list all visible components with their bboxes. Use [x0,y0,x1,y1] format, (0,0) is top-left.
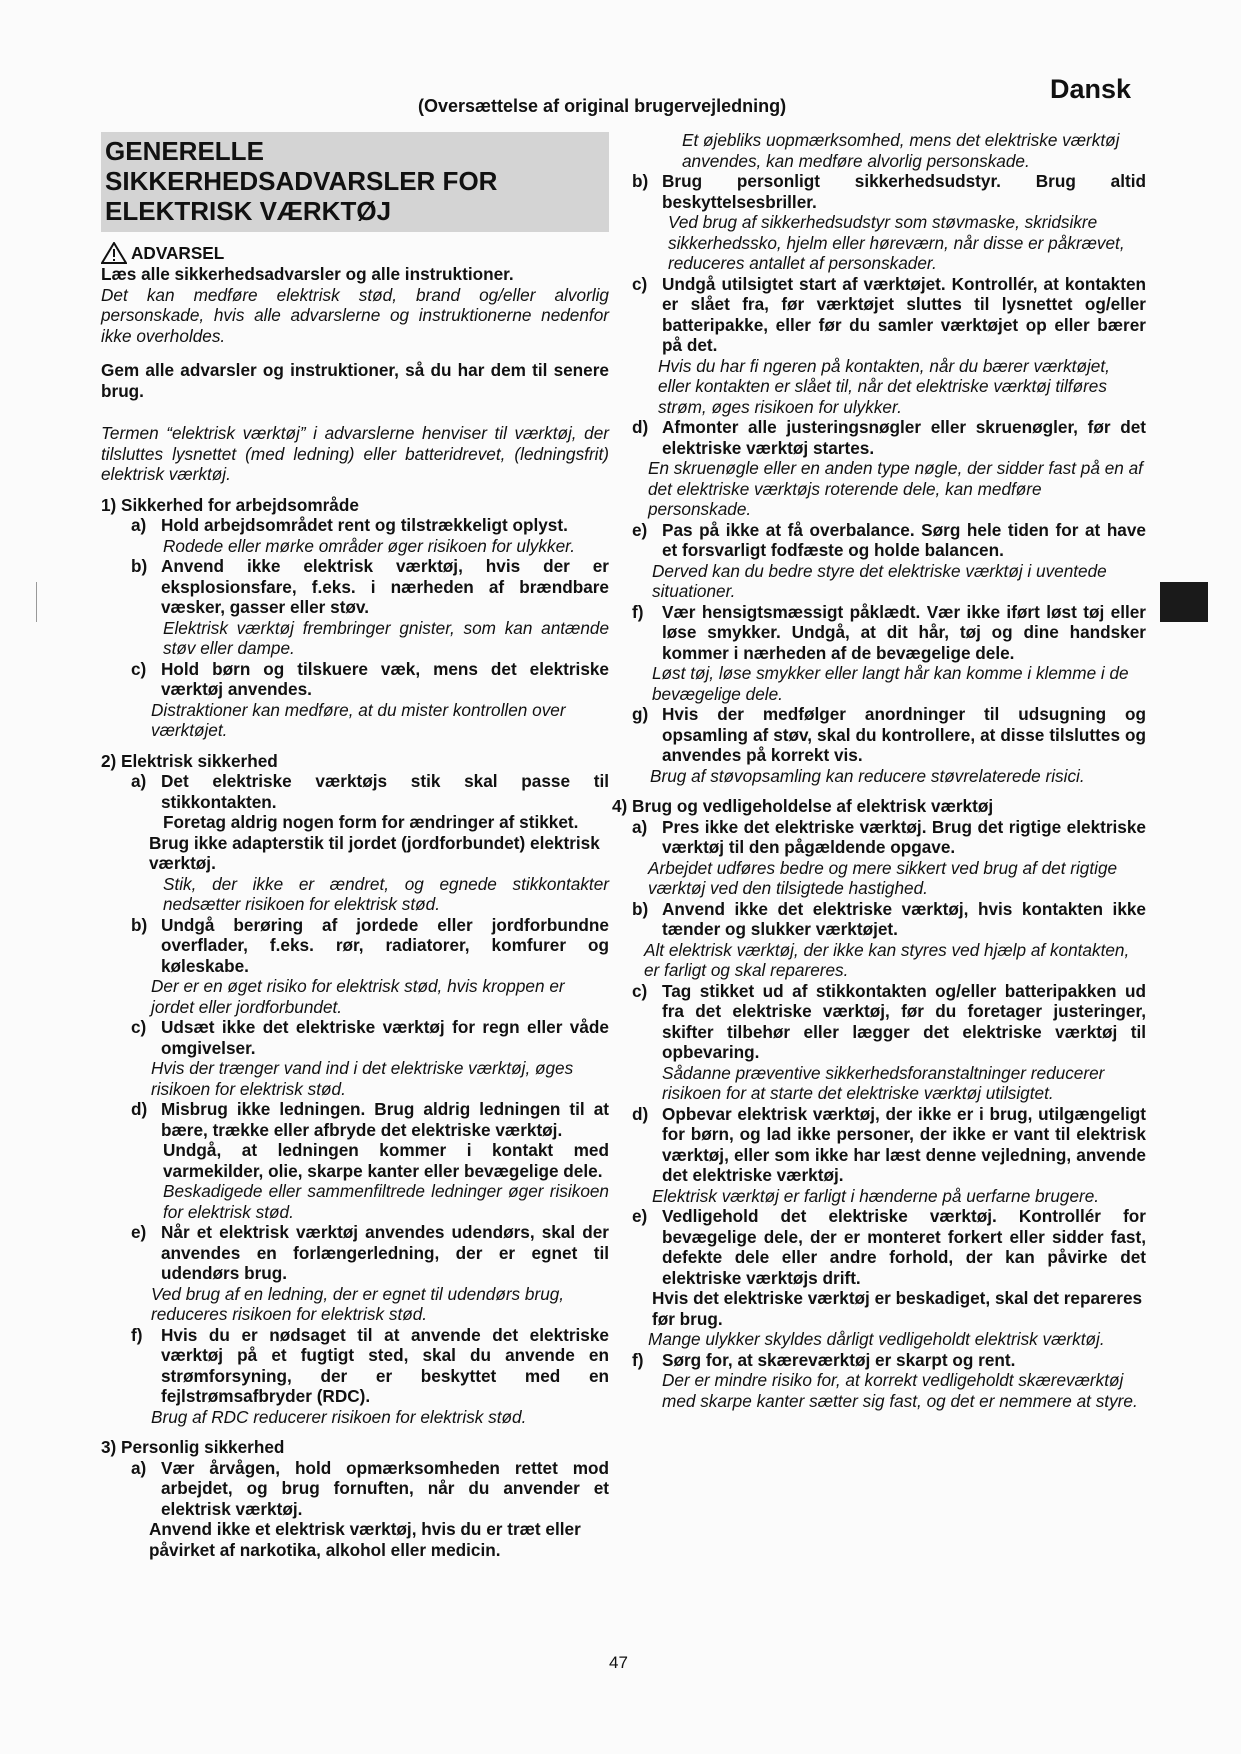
item-bold: Undgå, at ledningen kommer i kontakt med varmekilder, olie, skarpe kanter eller bevægelige dele. [163,1140,609,1181]
item-note: Sådanne præventive sikkerhedsforanstaltninger reducerer risikoen for at starte det elektriske værktøj utilsigtet. [662,1062,1105,1103]
list-item: b) Anvend ikke elektrisk værktøj, hvis der er eksplosionsfare, f.eks. i nærheden af brændbare væsker, gasser eller støv. [131,556,609,617]
list-item: g) Hvis der medfølger anordninger til udsugning og opsamling af støv, skal du kontrollere, at disse tilsluttes og anvendes på korrekt vis. [632,704,1146,765]
title-line: ELEKTRISK VÆRKTØJ [105,196,392,226]
item-note: Derved kan du bedre styre det elektriske værktøj i uventede situationer. [652,560,1107,601]
item-note: Mange ulykker skyldes dårligt vedligeholdt elektrisk værktøj. [648,1329,1105,1349]
item-note: Arbejdet udføres bedre og mere sikkert ved brug af det rigtige værktøj ved den tilsigtede hastighed. [648,857,1118,898]
section-heading: 1) Sikkerhed for arbejdsområde [101,494,359,515]
item-note: Elektrisk værktøj er farligt i hænderne på uerfarne brugere. [652,1185,1100,1206]
title-line: GENERELLE [105,136,264,166]
item-bold: Foretag aldrig nogen form for ændringer af stikket. [163,812,579,832]
list-item: e) Pas på ikke at få overbalance. Sørg hele tiden for at have et forsvarligt fodfæste og holde balancen. [632,519,1146,560]
item-note: Hvis du har fi ngeren på kontakten, når du bærer værktøjet, eller kontakten er slået til, når det elektriske værktøj tilføres strøm, øges risikoen for ulykker. [658,355,1110,417]
term-definition: Termen “elektrisk værktøj” i advarslerne henviser til værktøj, der tilsluttes lysnettet (med ledning) eller batteridrevet, (ledningsfrit) elektrisk værktøj. [101,423,609,484]
document-subtitle: (Oversættelse af original brugervejledning) [418,96,787,116]
section-title-box [101,132,609,232]
list-item: a) Vær årvågen, hold opmærksomheden rettet mod arbejdet, og brug fornuften, når du anvender et elektrisk værktøj. [131,1457,609,1519]
list-item: b) Anvend ikke det elektriske værktøj, hvis kontakten ikke tænder og slukker værktøjet. [632,898,1146,939]
warning-bold: Læs alle sikkerhedsadvarsler og alle instruktioner. [101,264,514,284]
item-note: Ved brug af en ledning, der er egnet til udendørs brug, reduceres risikoen for elektrisk stød. [151,1283,565,1324]
item-note: Der er en øget risiko for elektrisk stød, hvis kroppen er jordet eller jordforbundet. [151,976,565,1017]
list-item: c) Tag stikket ud af stikkontakten og/eller batteripakken ud fra det elektriske værktøj, før du foretager justeringer, skifter tilbehør eller lægger det elektriske værktøj til opbevaring. [632,980,1146,1062]
list-item: a) Hold arbejdsområdet rent og tilstrækkeligt oplyst. [131,515,568,535]
list-item: a) Pres ikke det elektriske værktøj. Brug det rigtige elektriske værktøj til den pågældende opgave. [632,816,1146,857]
warning-triangle-icon [101,242,127,264]
list-item: d) Afmonter alle justeringsnøgler eller skruenøgler, før det elektriske værktøj startes. [632,417,1146,458]
item-note: Alt elektrisk værktøj, der ikke kan styres ved hjælp af kontakten, er farligt og skal repareres. [644,939,1130,980]
list-item: b) Brug personligt sikkerhedsudstyr. Brug altid beskyttelsesbriller. [632,171,1146,212]
list-item: f) Hvis du er nødsaget til at anvende det elektriske værktøj på et fugtigt sted, skal du anvende en strømforsyning, der er beskyttet med en fejlstrømsafbryder (RDC). [131,1324,609,1406]
warning-text: Det kan medføre elektrisk stød, brand og/eller alvorlig personskade, hvis alle advarslerne og instruktionerne nedenfor ikke overholdes. [101,284,609,346]
item-note: Der er mindre risiko for, at korrekt vedligeholdt skæreværktøj med skarpe kanter sætter sig fast, og det er nemmere at styre. [662,1370,1138,1411]
item-note: Distraktioner kan medføre, at du mister kontrollen over værktøjet. [151,699,566,740]
list-item: c) Hold børn og tilskuere væk, mens det elektriske værktøj anvendes. [131,658,609,699]
list-item: a) Det elektriske værktøjs stik skal passe til stikkontakten. [131,771,609,812]
language-label: Dansk [1050,74,1132,104]
right-column [612,130,1146,1411]
item-note: Ved brug af sikkerhedsudstyr som støvmaske, skridsikre sikkerhedssko, hjelm eller høreværn, når disse er påkrævet, reduceres antallet af personskader. [668,212,1125,273]
keep-instructions: Gem alle advarsler og instruktioner, så du har dem til senere brug. [101,360,609,401]
item-note: Beskadigede eller sammenfiltrede ledninger øger risikoen for elektrisk stød. [163,1181,609,1222]
item-note: En skruenøgle eller en anden type nøgle, der sidder fast på en af det elektriske værktøjs roterende dele, kan medføre personskade. [648,458,1143,519]
section-heading: 3) Personlig sikkerhed [101,1437,285,1457]
item-note: Rodede eller mørke områder øger risikoen for ulykker. [163,535,576,556]
list-item: e) Vedligehold det elektriske værktøj. Kontrollér for bevægelige dele, der er monteret forkert eller sidder fast, defekte dele eller andre forhold, der kan påvirke det elektriske værktøjs drift. [632,1206,1146,1288]
warning-heading [101,242,609,264]
item-note: Løst tøj, løse smykker eller langt hår kan komme i klemme i de bevægelige dele. [652,663,1129,704]
page-number: 47 [609,1653,628,1672]
item-note: Brug af RDC reducerer risikoen for elektrisk stød. [151,1406,527,1427]
item-bold: Hvis det elektriske værktøj er beskadiget, skal det repareres før brug. [652,1288,1143,1329]
list-item: b) Undgå berøring af jordede eller jordforbundne overflader, f.eks. rør, radiatorer, komfurer og køleskabe. [131,914,609,976]
section-heading: 4) Brug og vedligeholdelse af elektrisk værktøj [612,796,994,816]
item-bold: Anvend ikke et elektrisk værktøj, hvis du er træt eller påvirket af narkotika, alkohol eller medicin. [149,1519,581,1560]
list-item: f) Vær hensigtsmæssigt påklædt. Vær ikke iført løst tøj eller løse smykker. Undgå, at dit hår, tøj og dine handsker kommer i nærheden af de bevægelige dele. [632,601,1146,663]
item-bold: Brug ikke adapterstik til jordet (jordforbundet) elektrisk værktøj. [149,832,600,873]
list-item: e) Når et elektrisk værktøj anvendes udendørs, skal der anvendes en forlængerledning, der er egnet til udendørs brug. [131,1222,609,1283]
list-item: d) Misbrug ikke ledningen. Brug aldrig ledningen til at bære, trække eller afbryde det elektriske værktøj. [131,1099,609,1140]
list-item: c) Undgå utilsigtet start af værktøjet. Kontrollér, at kontakten er slået fra, før værktøjet sluttes til lysnettet og/eller batteripakke, eller før du samler værktøjet op eller bærer på det. [632,273,1146,355]
language-tab-marker [1160,582,1208,622]
left-column [101,132,609,1560]
title-line: SIKKERHEDSADVARSLER FOR [105,166,498,196]
item-note: Hvis der trænger vand ind i det elektriske værktøj, øges risikoen for elektrisk stød. [151,1058,574,1099]
item-note: Et øjebliks uopmærksomhed, mens det elektriske værktøj anvendes, kan medføre alvorlig personskade. [682,130,1120,171]
section-heading: 2) Elektrisk sikkerhed [101,750,278,771]
list-item: d) Opbevar elektrisk værktøj, der ikke er i brug, utilgængeligt for børn, og lad ikke personer, der ikke er vant til elektrisk værktøj, eller som ikke har læst denne vejledning, anvende det elektriske værktøj. [632,1103,1146,1185]
margin-line [36,582,37,622]
item-note: Elektrisk værktøj frembringer gnister, som kan antænde støv eller dampe. [163,617,609,658]
item-note: Stik, der ikke er ændret, og egnede stikkontakter nedsætter risikoen for elektrisk stød. [163,873,609,914]
warning-label: ADVARSEL [131,242,225,263]
list-item: c) Udsæt ikke det elektriske værktøj for regn eller våde omgivelser. [131,1017,609,1058]
item-note: Brug af støvopsamling kan reducere støvrelaterede risici. [650,765,1085,786]
list-item: f) Sørg for, at skæreværktøj er skarpt og rent. [632,1349,1016,1370]
